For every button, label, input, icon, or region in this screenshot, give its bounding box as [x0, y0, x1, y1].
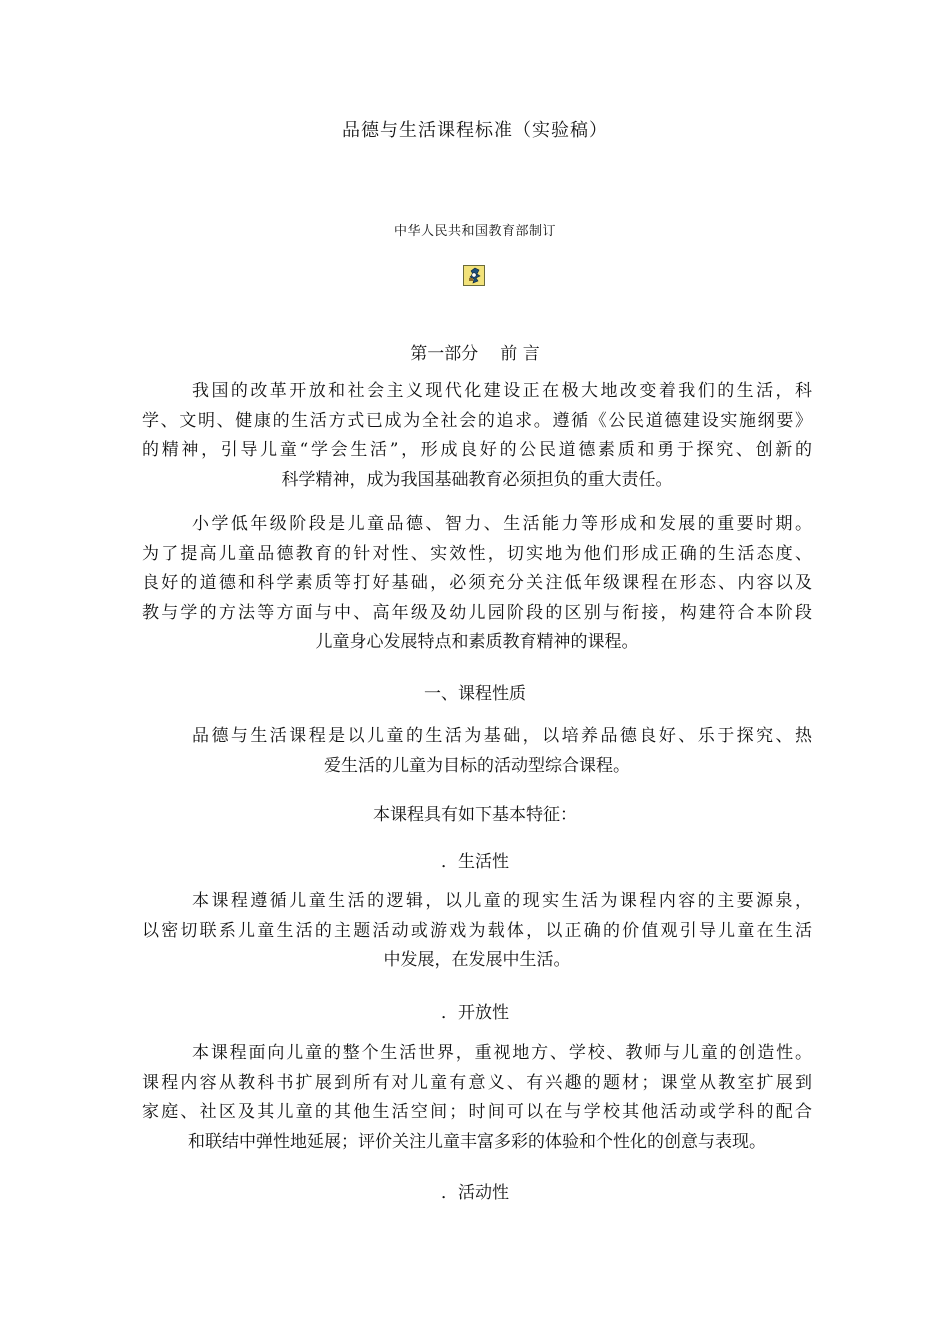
paragraph-line: 教与学的方法等方面与中、高年级及幼儿园阶段的区别与衔接，构建符合本阶段	[142, 602, 812, 623]
part-heading	[0, 339, 950, 364]
paragraph-line: 课程内容从教科书扩展到所有对儿童有意义、有兴趣的题材；课堂从教室扩展到	[142, 1072, 812, 1093]
paragraph-line: 中发展，在发展中生活。	[383, 950, 571, 970]
features-intro: 本课程具有如下基本特征：	[373, 805, 577, 825]
paragraph-line: 爱生活的儿童为目标的活动型综合课程。	[324, 755, 630, 776]
section-heading-course-nature: 一、课程性质	[424, 684, 526, 704]
paragraph-line: 为了提高儿童品德教育的针对性、实效性，切实地为他们形成正确的生活态度、	[142, 543, 812, 564]
publisher-line: 中华人民共和国教育部制订	[393, 224, 556, 239]
paragraph-line: 良好的道德和科学素质等打好基础，必须充分关注低年级课程在形态、内容以及	[142, 573, 812, 593]
paragraph-line: 品德与生活课程是以儿童的生活为基础，以培养品德良好、乐于探究、热	[192, 726, 812, 746]
paragraph-line: 科学精神，成为我国基础教育必须担负的重大责任。	[281, 469, 673, 490]
feature-heading-open: ．开放性	[441, 1003, 509, 1023]
feature-paragraph-open	[142, 1039, 812, 1157]
paragraph-line: 我国的改革开放和社会主义现代化建设正在极大地改变着我们的生活，科	[192, 381, 812, 401]
paragraph-line: 和联结中弹性地延展；评价关注儿童丰富多彩的体验和个性化的创意与表现。	[188, 1131, 766, 1152]
paragraph-line: 学、文明、健康的生活方式已成为全社会的追求。遵循《公民道德建设实施纲要》	[142, 410, 812, 431]
paragraph-line: 家庭、社区及其儿童的其他生活空间；时间可以在与学校其他活动或学科的配合	[142, 1102, 812, 1122]
paragraph-line: 本课程面向儿童的整个生活世界，重视地方、学校、教师与儿童的创造性。	[192, 1043, 812, 1063]
paragraph-line: 儿童身心发展特点和素质教育精神的课程。	[315, 632, 639, 652]
paragraph-line: 本课程遵循儿童生活的逻辑，以儿童的现实生活为课程内容的主要源泉，	[192, 891, 812, 911]
paragraph-line: 以密切联系儿童生活的主题活动或游戏为载体，以正确的价值观引导儿童在生活	[142, 920, 812, 941]
feature-heading-life: ．生活性	[441, 852, 509, 872]
part-heading-label: 第一部分	[410, 344, 479, 364]
paragraph-line: 的精神，引导儿童“学会生活”，形成良好的公民道德素质和勇于探究、创新的	[142, 440, 812, 460]
feature-paragraph-life	[142, 887, 812, 976]
preface-paragraph-2	[142, 510, 812, 658]
document-title: 品德与生活课程标准（实验稿）	[342, 120, 608, 141]
part-heading-name: 前 言	[500, 344, 540, 364]
paragraph-line: 小学低年级阶段是儿童品德、智力、生活能力等形成和发展的重要时期。	[192, 514, 812, 534]
document-object-icon[interactable]	[463, 265, 485, 286]
preface-paragraph-1	[142, 377, 812, 495]
course-nature-paragraph	[142, 722, 812, 781]
feature-heading-activity: ．活动性	[441, 1183, 509, 1203]
